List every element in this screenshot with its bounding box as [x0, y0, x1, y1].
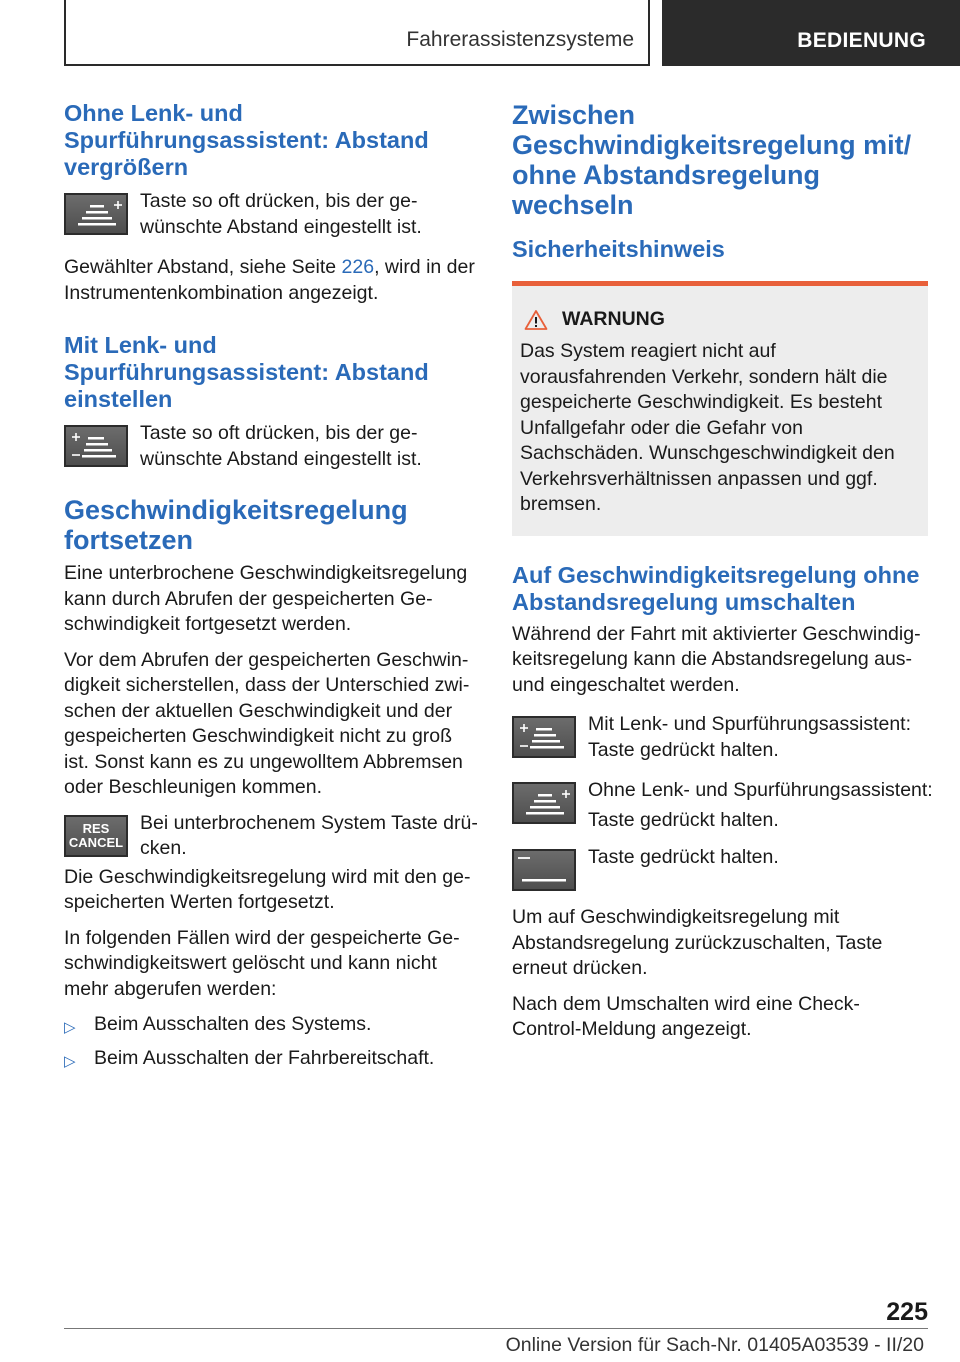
warning-box — [512, 281, 928, 536]
distance-increase-instruction: Taste so oft drücken, bis der gewünschte Abstand eingestellt ist. — [140, 190, 422, 238]
heading-switch-off-distance: Auf Geschwindigkeitsregelung ohne Abstandsregelung umschalten — [512, 561, 920, 615]
header-chapter-tab — [662, 0, 960, 66]
footer-version-text: Online Version für Sach-Nr. 01405A03539 - II/20 — [505, 1334, 924, 1356]
distance-button-minus-icon — [512, 716, 576, 758]
bullet-triangle-icon: ▷ — [64, 1019, 76, 1036]
heading-switch-mode: Zwischen Geschwindigkeitsregelung mit/ ohne Abstandsregelung wechseln — [512, 100, 912, 220]
bullet-item — [64, 1012, 478, 1038]
without-lane-assist-line-2: Taste gedrückt halten. — [588, 808, 779, 831]
res-cancel-button-icon — [64, 815, 128, 857]
heading-safety-note: Sicherheitshinweis — [512, 236, 725, 262]
warning-title: WARNUNG — [562, 308, 665, 330]
heading-resume-cruise: Geschwindigkeitsregelung fortsetzen — [64, 495, 408, 555]
selected-distance-text-pre: Gewählter Abstand, siehe Seite — [64, 256, 342, 278]
selected-distance-paragraph — [64, 255, 478, 306]
bullet-triangle-icon: ▷ — [64, 1052, 76, 1070]
distance-button-icon — [64, 193, 128, 235]
dash-button-instruction: Taste gedrückt halten. — [588, 846, 779, 868]
distance-set-instruction: Taste so oft drücken, bis der gewünschte Abstand eingestellt ist. — [140, 422, 422, 470]
distance-button-minus-icon — [64, 425, 128, 467]
right-column — [512, 100, 933, 1043]
without-lane-assist-line-1: Ohne Lenk- und Spurführungsassistent: — [588, 779, 933, 801]
cancel-label: CANCEL — [68, 834, 124, 850]
header-chapter-label: BEDIENUNG — [797, 29, 926, 52]
switch-intro-paragraph: Während der Fahrt mit aktivierter Geschwindigkeitsregelung kann die Abstandsregelung aus- und eingeschaltet werden. — [512, 622, 921, 696]
heading-distance-increase: Ohne Lenk- und Spurführungsassistent: Abstand vergrößern — [64, 100, 429, 180]
resume-intro-paragraph: Eine unterbrochene Geschwindigkeitsregelung kann durch Abrufen der gespeicherten Geschwindigkeit fortgesetzt werden. — [64, 562, 468, 635]
button-row-with-lane-assist — [512, 712, 928, 764]
resume-result-paragraph: Die Geschwindigkeitsregelung wird mit den gespeicherten Werten fortgesetzt. — [64, 865, 471, 913]
warning-header — [520, 308, 918, 331]
button-row-without-lane-assist — [512, 778, 933, 833]
bullet-item — [64, 1046, 478, 1072]
button-row-distance-increase — [64, 189, 478, 241]
deletion-cases-paragraph: In folgenden Fällen wird der gespeicherte Geschwindigkeitswert gelöscht und kann nicht mehr abgerufen werden: — [64, 926, 460, 1000]
header-section-box — [64, 0, 650, 66]
resume-caution-paragraph: Vor dem Abrufen der gespeicherten Geschwindigkeit sicherstellen, dass der Unterschied zwischen der aktuellen Geschwindigkeit und der gespeicherten Geschwindigkeit nicht zu groß ist. Sonst kann es zu ungewolltem Abbremsen oder Beschleunigen kommen. — [64, 648, 470, 798]
bullet-text: Beim Ausschalten des Systems. — [94, 1013, 372, 1035]
button-row-res-cancel — [64, 811, 478, 863]
button-row-distance-set — [64, 421, 478, 473]
selected-distance-text-post: , wird in der Instrumentenkombination angezeigt. — [64, 256, 475, 304]
button-row-dash — [512, 845, 928, 897]
bullet-text: Beim Ausschalten der Fahrbereitschaft. — [94, 1046, 435, 1069]
footer-rule — [64, 1328, 928, 1329]
warning-triangle-icon — [524, 309, 548, 331]
switch-back-paragraph: Um auf Geschwindigkeitsregelung mit Abstandsregelung zurückzuschalten, Taste erneut drücken. — [512, 906, 883, 979]
header-section-title: Fahrerassistenzsysteme — [406, 28, 634, 51]
without-lane-assist-instruction — [588, 778, 933, 833]
heading-distance-set: Mit Lenk- und Spurführungsassistent: Abstand einstellen — [64, 332, 429, 412]
warning-text: Das System reagiert nicht auf vorausfahrenden Verkehr, sondern hält die gespeicherte Geschwindigkeit. Es besteht Unfallgefahr oder die Gefahr von Sachschäden. Wunschgeschwindigkeit den Verkehrsverhältnissen anpassen und ggf. bremsen. — [520, 340, 895, 515]
dash-button-icon — [512, 849, 576, 891]
with-lane-assist-instruction: Mit Lenk- und Spurführungsassistent: Taste gedrückt halten. — [588, 713, 912, 761]
page-header — [0, 0, 960, 66]
res-cancel-instruction: Bei unterbrochenem System Taste drücken. — [140, 811, 478, 859]
res-label: RES — [82, 820, 110, 836]
check-control-paragraph: Nach dem Umschalten wird eine Check-Control-Meldung angezeigt. — [512, 992, 860, 1040]
page-reference-link[interactable]: 226 — [341, 256, 375, 278]
page-number: 225 — [886, 1298, 928, 1326]
left-column — [64, 100, 478, 1071]
distance-button-icon — [512, 782, 576, 824]
